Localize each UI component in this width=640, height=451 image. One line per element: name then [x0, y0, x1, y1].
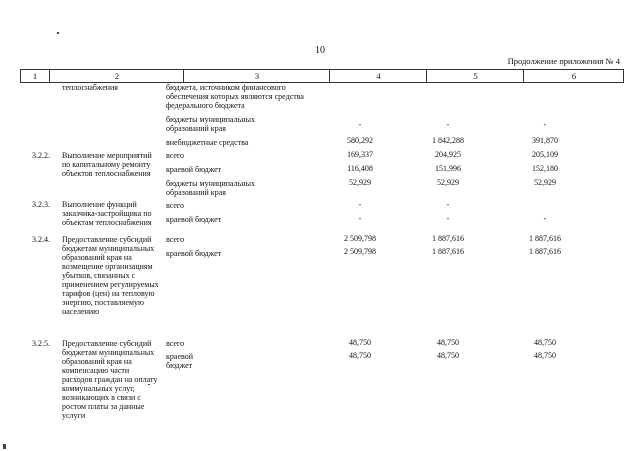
value-col4: 169,337 [347, 150, 373, 159]
value-col6: 205,109 [532, 150, 558, 159]
source-label: всего [166, 201, 185, 210]
continuation-caption: Продолжение приложения № 4 [507, 56, 620, 66]
value-col5: - [446, 200, 450, 209]
value-col6: - [543, 120, 547, 129]
value-col4: 2 509,798 [344, 234, 376, 243]
source-label: всего [166, 151, 185, 160]
value-col6: 152,180 [532, 164, 558, 173]
value-col5: 204,925 [435, 150, 461, 159]
value-col4: - [358, 214, 362, 223]
value-col6: 52,929 [534, 178, 556, 187]
value-col5: 52,929 [437, 178, 459, 187]
source-label: бюджета, источником финансового обеспечения которых являются средства федерального бюджета [166, 83, 304, 110]
source-label: бюджеты муниципальных образований края [166, 179, 255, 197]
value-col6: 48,750 [534, 338, 556, 347]
source-label: бюджеты муниципальных образований края [166, 115, 255, 133]
value-col4: 580,292 [347, 136, 373, 145]
column-header-row [20, 69, 624, 83]
col-2-header: 2 [49, 70, 184, 82]
value-col4: 116,408 [347, 164, 373, 173]
col-6-header: 6 [523, 70, 624, 82]
row-id: 3.2.5. [32, 339, 50, 348]
source-label: всего [166, 339, 185, 348]
row-name: Выполнение мероприятий по капитальному ремонту объектов теплоснабжения [62, 151, 152, 178]
value-col6: 1 887,616 [529, 247, 561, 256]
scan-speck [148, 384, 150, 385]
col-4-header: 4 [329, 70, 427, 82]
value-col6: 48,750 [534, 351, 556, 360]
value-col5: - [446, 214, 450, 223]
row-id: 3.2.3. [32, 200, 50, 209]
value-col5: 48,750 [437, 338, 459, 347]
row-name: Предоставление субсидий бюджетам муниципальных образований края на компенсацию части расходов граждан на оплату коммунальных услуг, возникающих в связи с ростом платы за данные услуги [62, 339, 158, 420]
col-1-header: 1 [32, 71, 38, 81]
source-label: внебюджетные средства [166, 138, 249, 147]
row-id: 3.2.4. [32, 235, 50, 244]
value-col6: - [543, 214, 547, 223]
value-col4: 48,750 [349, 338, 371, 347]
source-label: краевой бюджет [166, 165, 222, 174]
row-name: теплоснабжения [62, 83, 118, 92]
row-id: 3.2.2. [32, 151, 50, 160]
value-col4: 2 509,798 [344, 247, 376, 256]
col-5-header: 5 [426, 70, 524, 82]
value-col5: 151,996 [435, 164, 461, 173]
row-name: Выполнение функций заказчика-застройщика по объектам теплоснабжения [62, 200, 152, 227]
value-col4: - [358, 200, 362, 209]
scan-speck [3, 444, 6, 449]
source-label: краевой бюджет [166, 249, 222, 258]
value-col5: 1 842,288 [432, 136, 464, 145]
value-col6: 1 887,616 [529, 234, 561, 243]
value-col5: - [446, 120, 450, 129]
value-col5: 1 887,616 [432, 247, 464, 256]
source-label: краевой бюджет [166, 352, 193, 370]
value-col5: 48,750 [437, 351, 459, 360]
row-name: Предоставление субсидий бюджетам муниципальных образований края на возмещение организациям убытков, связанных с применением регулируемых тарифов (цен) на тепловую энергию, поставляемую населению [62, 235, 159, 316]
scan-speck [57, 32, 59, 34]
value-col5: 1 887,616 [432, 234, 464, 243]
value-col4: 52,929 [349, 178, 371, 187]
value-col4: - [358, 120, 362, 129]
col-3-header: 3 [183, 70, 330, 82]
value-col4: 48,750 [349, 351, 371, 360]
source-label: всего [166, 235, 185, 244]
value-col6: 391,870 [532, 136, 558, 145]
source-label: краевой бюджет [166, 215, 222, 224]
page-number: 10 [315, 45, 325, 56]
